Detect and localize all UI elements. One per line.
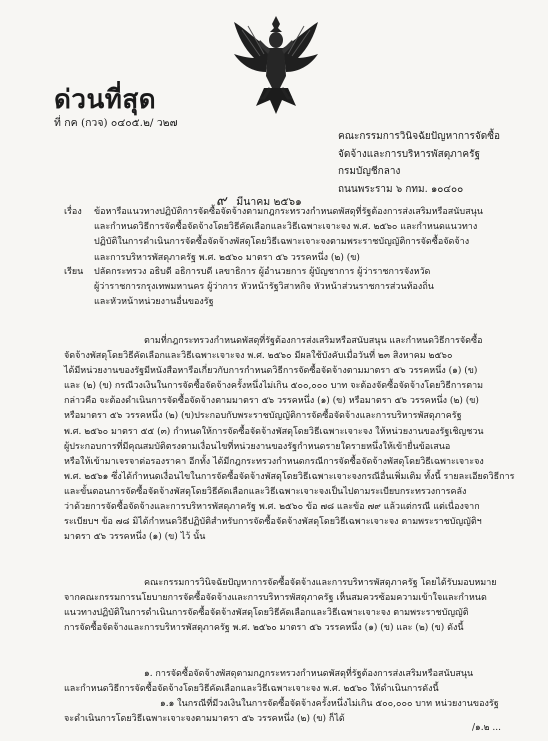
paragraph-line: และกำหนดวิธีการจัดซื้อจัดจ้างโดยวิธีคัดเลือกและวิธีเฉพาะเจาะจง พ.ศ. ๒๕๖๐ ให้ดำเนินการดังนี้	[64, 684, 439, 695]
paragraph-line: พ.ศ. ๒๕๖๐ มาตรา ๕๕ (๓) กำหนดให้การจัดซื้อจัดจ้างพัสดุโดยวิธีเฉพาะเจาะจง ให้หน่วยงานของรัฐเชิญชวน	[64, 426, 484, 437]
date-month-year: มีนาคม ๒๕๖๑	[236, 196, 302, 208]
subject-line: ปฏิบัติในการดำเนินการจัดซื้อจัดจ้างพัสดุโดยวิธีเฉพาะเจาะจงตามพระราชบัญญัติการจัดซื้อจัดจ้าง	[94, 237, 470, 248]
paragraph-line: และขั้นตอนการจัดซื้อจัดจ้างพัสดุโดยวิธีคัดเลือกและวิธีเฉพาะเจาะจงเป็นไปตามระเบียบกระทรวงการคลัง	[64, 486, 467, 497]
paragraph-line: จากคณะกรรมการนโยบายการจัดซื้อจัดจ้างและการบริหารพัสดุภาครัฐ เห็นสมควรซ้อมความเข้าใจและกำหนด	[64, 593, 487, 604]
paragraph-line: ๑.๑ ในกรณีที่มีวงเงินในการจัดซื้อจัดจ้างครั้งหนึ่งไม่เกิน ๕๐๐,๐๐๐ บาท หน่วยงานของรัฐ	[160, 699, 499, 710]
paragraph-line: ว่าด้วยการจัดซื้อจัดจ้างและการบริหารพัสดุภาครัฐ พ.ศ. ๒๕๖๐ ข้อ ๗๘ และข้อ ๗๙ แล้วแต่กรณี แต่เนื่องจาก	[64, 502, 480, 513]
paragraph-line: ๑. การจัดซื้อจัดจ้างพัสดุตามกฎกระทรวงกำหนดพัสดุที่รัฐต้องการส่งเสริมหรือสนับสนุน	[144, 669, 474, 679]
paragraph-line: ผู้ประกอบการที่มีคุณสมบัติตรงตามเงื่อนไขที่หน่วยงานของรัฐกำหนดรายใดรายหนึ่งให้เข้ายื่นข้อเสนอ	[64, 441, 451, 452]
paragraph-line: คณะกรรมการวินิจฉัยปัญหาการจัดซื้อจัดจ้างและการบริหารพัสดุภาครัฐ โดยได้รับมอบหมาย	[144, 578, 497, 588]
sender-line: ถนนพระราม ๖ กทม. ๑๐๔๐๐	[338, 183, 464, 195]
paragraph-line: แนวทางปฏิบัติในการดำเนินการจัดซื้อจัดจ้างพัสดุโดยวิธีคัดเลือกและวิธีเฉพาะเจาะจง ตามพระราชบัญญัติ	[64, 608, 469, 619]
garuda-emblem-icon	[230, 14, 322, 120]
sender-line: คณะกรรมการวินิจฉัยปัญหาการจัดซื้อ	[338, 131, 501, 142]
paragraph-line: จะดำเนินการโดยวิธีเฉพาะเจาะจงตามมาตรา ๕๖ วรรคหนึ่ง (๒) (ข) ก็ได้	[64, 714, 345, 725]
date-day: ๙	[216, 193, 227, 209]
subject-line: และการบริหารพัสดุภาครัฐ พ.ศ. ๒๕๖๐ มาตรา ๕๖ วรรคหนึ่ง (๒) (ข)	[94, 252, 360, 263]
paragraph-line: มาตรา ๕๖ วรรคหนึ่ง (๑) (ข) ไว้ นั้น	[64, 532, 206, 543]
recipients-line: ผู้ว่าราชการกรุงเทพมหานคร ผู้ว่าการ หัวหน้ารัฐวิสาหกิจ หัวหน้าส่วนราชการส่วนท้องถิ่น	[94, 282, 434, 293]
recipients-line: ปลัดกระทรวง อธิบดี อธิการบดี เลขาธิการ ผู้อำนวยการ ผู้บัญชาการ ผู้ว่าราชการจังหวัด	[94, 267, 431, 277]
paragraph-line: ได้มีหน่วยงานของรัฐมีหนังสือหารือเกี่ยวกับการกำหนดวิธีการจัดซื้อจัดจ้างตามมาตรา ๕๖ วรรคหนึ่ง (๑) (ข)	[64, 366, 478, 377]
paragraph-line: การจัดซื้อจัดจ้างและการบริหารพัสดุภาครัฐ พ.ศ. ๒๕๖๐ มาตรา ๕๖ วรรคหนึ่ง (๑) (ข) และ (๒) (ข) ดังนี้	[64, 623, 464, 634]
paragraph-line: กล่าวคือ จะต้องดำเนินการจัดซื้อจัดจ้างตามมาตรา ๕๖ วรรคหนึ่ง (๑) (ข) หรือมาตรา ๕๖ วรรคหนึ่ง (๒) (ข)	[64, 396, 479, 407]
sender-line: จัดจ้างและการบริหารพัสดุภาครัฐ	[338, 148, 480, 160]
subject-line: และกำหนดวิธีการจัดซื้อจัดจ้างโดยวิธีคัดเลือกและวิธีเฉพาะเจาะจง พ.ศ. ๒๕๖๐ และกำหนดแนวทาง	[94, 222, 478, 233]
paragraph-line: ตามที่กฎกระทรวงกำหนดพัสดุที่รัฐต้องการส่งเสริมหรือสนับสนุน และกำหนดวิธีการจัดซื้อ	[144, 336, 483, 346]
paragraph-line: จัดจ้างพัสดุโดยวิธีคัดเลือกและวิธีเฉพาะเจาะจง พ.ศ. ๒๕๖๐ มีผลใช้บังคับเมื่อวันที่ ๒๓ สิงหาคม ๒๕๖๐	[64, 351, 453, 362]
body-paragraph-3	[64, 667, 534, 727]
body-paragraph-1	[64, 334, 534, 545]
recipients-line: และหัวหน้าหน่วยงานอื่นของรัฐ	[94, 297, 214, 308]
recipients-label: เรียน	[64, 267, 84, 277]
paragraph-line: และ (๒) (ข) กรณีวงเงินในการจัดซื้อจัดจ้างครั้งหนึ่งไม่เกิน ๕๐๐,๐๐๐ บาท จะต้องจัดซื้อจัดจ้างโดยวิธีการตาม	[64, 381, 484, 392]
page-continuation: /๑.๒ ...	[472, 723, 501, 733]
subject-label: เรื่อง	[64, 207, 82, 217]
paragraph-line: หรือให้เข้ามาเจรจาต่อรองราคา อีกทั้ง ได้มีกฎกระทรวงกำหนดกรณีการจัดซื้อจัดจ้างพัสดุโดยวิธีเฉพาะเจาะจง	[64, 456, 484, 467]
body-paragraph-2	[64, 576, 534, 636]
document-number: ที่ กค (กวจ) ๐๔๐๕.๒/ ว๒๗	[54, 117, 178, 129]
paragraph-line: พ.ศ. ๒๕๖๑ ซึ่งได้กำหนดเงื่อนไขในการจัดซื้อจัดจ้างพัสดุโดยวิธีเฉพาะเจาะจงกรณีอื่นเพิ่มเติม ทั้งนี้ รายละเอียดวิธีการ	[64, 471, 515, 482]
subject-line: ข้อหารือแนวทางปฏิบัติการจัดซื้อจัดจ้างตามกฎกระทรวงกำหนดพัสดุที่รัฐต้องการส่งเสริมหรือสนับสนุน	[94, 207, 483, 217]
sender-line: กรมบัญชีกลาง	[338, 166, 401, 177]
sender-address	[338, 128, 500, 198]
paragraph-line: ระเบียบฯ ข้อ ๗๘ มิได้กำหนดวิธีปฏิบัติสำหรับการจัดซื้อจัดจ้างพัสดุโดยวิธีเฉพาะเจาะจง ตามพระราชบัญญัติฯ	[64, 517, 482, 528]
urgency-heading: ด่วนที่สุด	[54, 85, 157, 115]
paragraph-line: หรือมาตรา ๕๖ วรรคหนึ่ง (๒) (ข)ประกอบกับพระราชบัญญัติการจัดซื้อจัดจ้างและการบริหารพัสดุภาครัฐ	[64, 411, 462, 422]
